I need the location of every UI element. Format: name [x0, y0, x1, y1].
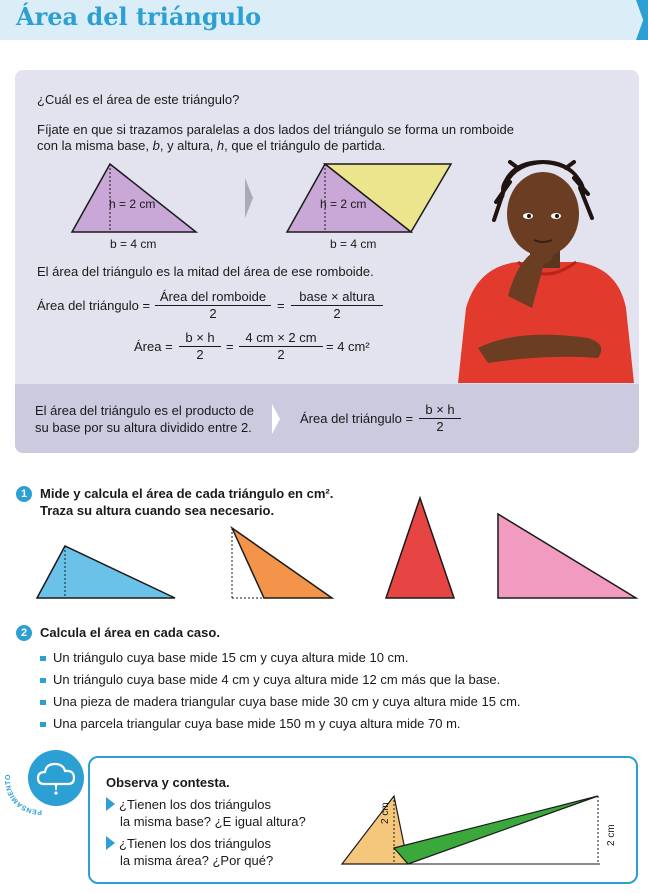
formula-2-result: = 4 cm²	[326, 339, 370, 354]
svg-text:PENSAMIENTO	[5, 774, 42, 815]
thinking-q2-line-1	[106, 836, 271, 852]
rule-lhs: Área del triángulo =	[300, 411, 414, 426]
intro-text-b: , y altura,	[159, 138, 217, 153]
formula-1-fraction-2	[291, 289, 383, 322]
formula-2-lhs: Área =	[134, 339, 173, 354]
formula-1-fraction-1	[155, 289, 271, 322]
thinking-badge-label	[2, 748, 82, 818]
formula-1-den-1: 2	[209, 306, 217, 321]
thinking-badge-text: PENSAMIENTO	[4, 774, 43, 816]
rule-den: 2	[436, 419, 444, 434]
rule-arrow-icon	[271, 404, 281, 434]
formula-2-num-2: 4 cm × 2 cm	[239, 330, 323, 347]
half-area-text: El área del triángulo es la mitad del área de ese romboide.	[37, 264, 374, 279]
thinking-height-label-2: 2 cm	[606, 824, 617, 846]
formula-2-fraction-2	[239, 330, 323, 363]
thinking-q1-text-1: ¿Tienen los dos triángulos	[119, 797, 271, 812]
intro-text-c: , que el triángulo de partida.	[224, 138, 386, 153]
thinking-q1-line-1	[106, 797, 271, 813]
formula-1-num-1: Área del romboide	[155, 289, 271, 306]
exercise-1-red-triangle	[384, 496, 456, 600]
exercise-1-pink-triangle	[496, 512, 640, 600]
exercise-2-number: 2	[16, 625, 32, 641]
intro-line-2	[37, 138, 385, 154]
exercise-1-blue-triangle	[35, 544, 179, 600]
thinking-q2-text-1: ¿Tienen los dos triángulos	[119, 836, 271, 851]
rule-fraction	[419, 402, 461, 435]
example-box	[15, 70, 639, 453]
formula-1-lhs: Área del triángulo =	[37, 298, 151, 313]
thinking-q1-line-2: la misma base? ¿E igual altura?	[120, 814, 306, 829]
formula-1-num-2: base × altura	[291, 289, 383, 306]
header-tab-marker	[636, 0, 648, 40]
formula-1-den-2: 2	[333, 306, 341, 321]
formula-2-equals: =	[226, 339, 234, 354]
formula-2-den-1: 2	[196, 347, 204, 362]
list-item: Un triángulo cuya base mide 4 cm y cuya altura mide 12 cm más que la base.	[40, 669, 521, 691]
exercise-1-line-1: Mide y calcula el área de cada triángulo en cm².	[40, 486, 334, 501]
rule-line-1: El área del triángulo es el producto de	[35, 403, 254, 418]
formula-2-fraction-1	[179, 330, 221, 363]
thinking-height-label-1: 2 cm	[380, 802, 391, 824]
list-item: Un triángulo cuya base mide 15 cm y cuya altura mide 10 cm.	[40, 647, 521, 669]
intro-text-a: con la misma base,	[37, 138, 153, 153]
exercise-2-title: Calcula el área en cada caso.	[40, 625, 220, 640]
intro-line-1: Fíjate en que si trazamos paralelas a dos lados del triángulo se forma un romboide	[37, 122, 514, 137]
triangle-base-label: b = 4 cm	[110, 237, 157, 251]
formula-1-equals: =	[277, 298, 285, 313]
rule-line-2: su base por su altura dividido entre 2.	[35, 420, 252, 435]
list-item: Una parcela triangular cuya base mide 150 m y cuya altura mide 70 m.	[40, 713, 521, 735]
rhomboid-base-label: b = 4 cm	[330, 237, 377, 251]
rhomboid-height-label: h = 2 cm	[320, 197, 367, 211]
intro-var-b: b	[152, 138, 160, 153]
intro-var-h: h	[216, 138, 225, 153]
exercise-1-number: 1	[16, 486, 32, 502]
formula-2-num-1: b × h	[179, 330, 221, 347]
thinking-q2-line-2: la misma área? ¿Por qué?	[120, 853, 274, 868]
exercise-1-orange-triangle	[228, 526, 336, 600]
exercise-1-line-2: Traza su altura cuando sea necesario.	[40, 503, 275, 518]
formula-2-den-2: 2	[277, 347, 285, 362]
rule-num: b × h	[419, 402, 461, 419]
thinking-child-illustration	[448, 158, 638, 383]
list-item: Una pieza de madera triangular cuya base mide 30 cm y cuya altura mide 15 cm.	[40, 691, 521, 713]
page-title: Área del triángulo	[16, 2, 262, 31]
example-question: ¿Cuál es el área de este triángulo?	[37, 92, 240, 107]
arrow-right-icon	[106, 836, 115, 850]
page-header	[0, 0, 648, 40]
triangle-height-label: h = 2 cm	[109, 197, 156, 211]
arrow-right-icon	[106, 797, 115, 811]
thinking-title: Observa y contesta.	[106, 775, 230, 790]
transform-arrow-icon	[243, 178, 255, 218]
example-rhomboid	[285, 162, 455, 234]
exercise-2-list	[40, 647, 521, 735]
